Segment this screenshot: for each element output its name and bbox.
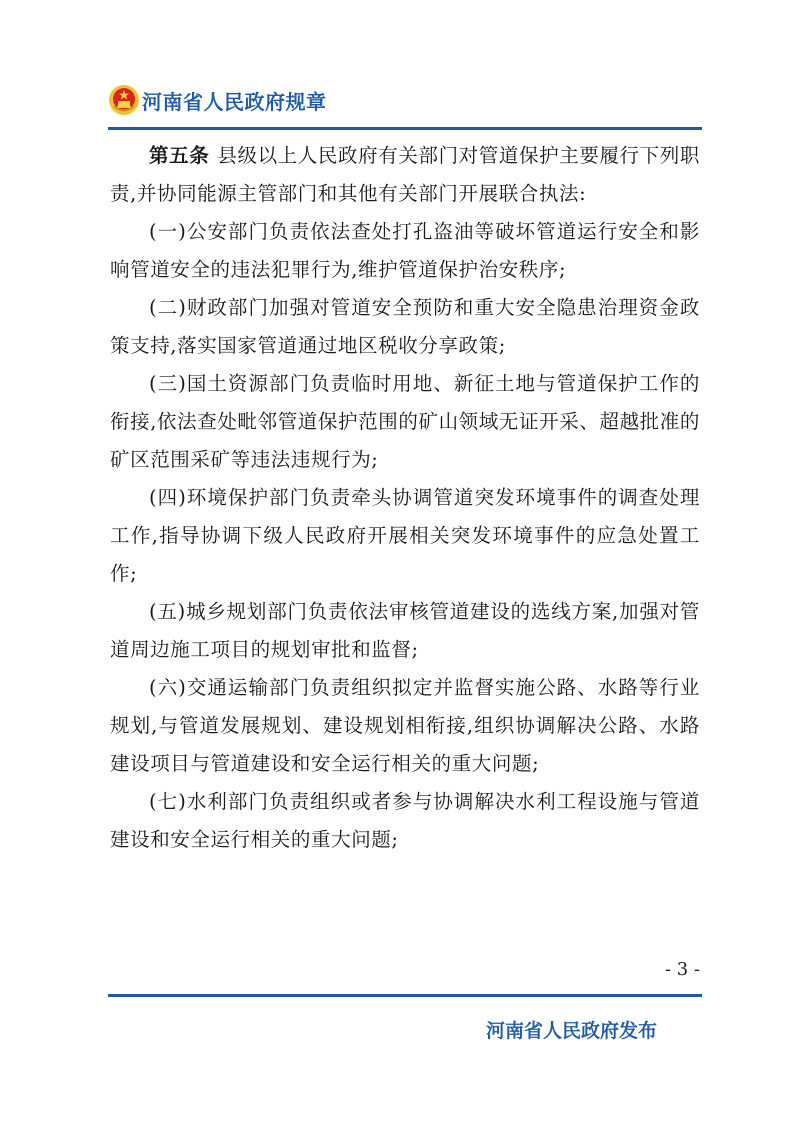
header-title: 河南省人民政府规章 [142, 90, 327, 114]
footer-publisher: 河南省人民政府发布 [486, 1020, 658, 1042]
footer-rule [108, 994, 702, 997]
article-intro-text: 县级以上人民政府有关部门对管道保护主要履行下列职责,并协同能源主管部门和其他有关部门开展联合执法: [110, 144, 700, 205]
article-item-1: (一)公安部门负责依法查处打孔盗油等破坏管道运行安全和影响管道安全的违法犯罪行为,维护管道保护治安秩序; [110, 220, 700, 281]
page-number: - 3 - [664, 959, 700, 980]
article-item-3: (三)国土资源部门负责临时用地、新征土地与管道保护工作的衔接,依法查处毗邻管道保护范围的矿山领域无证开采、超越批准的矿区范围采矿等违法违规行为; [110, 372, 700, 471]
article-item-6: (六)交通运输部门负责组织拟定并监督实施公路、水路等行业规划,与管道发展规划、建设规划相衔接,组织协调解决公路、水路建设项目与管道建设和安全运行相关的重大问题; [110, 676, 700, 775]
article-item-5: (五)城乡规划部门负责依法审核管道建设的选线方案,加强对管道周边施工项目的规划审批和监督; [110, 600, 700, 661]
national-emblem-icon [108, 84, 140, 116]
header-rule [108, 127, 702, 130]
article-item-2: (二)财政部门加强对管道安全预防和重大安全隐患治理资金政策支持,落实国家管道通过地区税收分享政策; [110, 296, 700, 357]
article-label: 第五条 [149, 144, 210, 167]
article-item-4: (四)环境保护部门负责牵头协调管道突发环境事件的调查处理工作,指导协调下级人民政府开展相关突发环境事件的应急处置工作; [110, 486, 700, 585]
article-item-7: (七)水利部门负责组织或者参与协调解决水利工程设施与管道建设和安全运行相关的重大问题; [110, 790, 700, 851]
article-intro [110, 137, 700, 213]
document-body [110, 137, 700, 859]
